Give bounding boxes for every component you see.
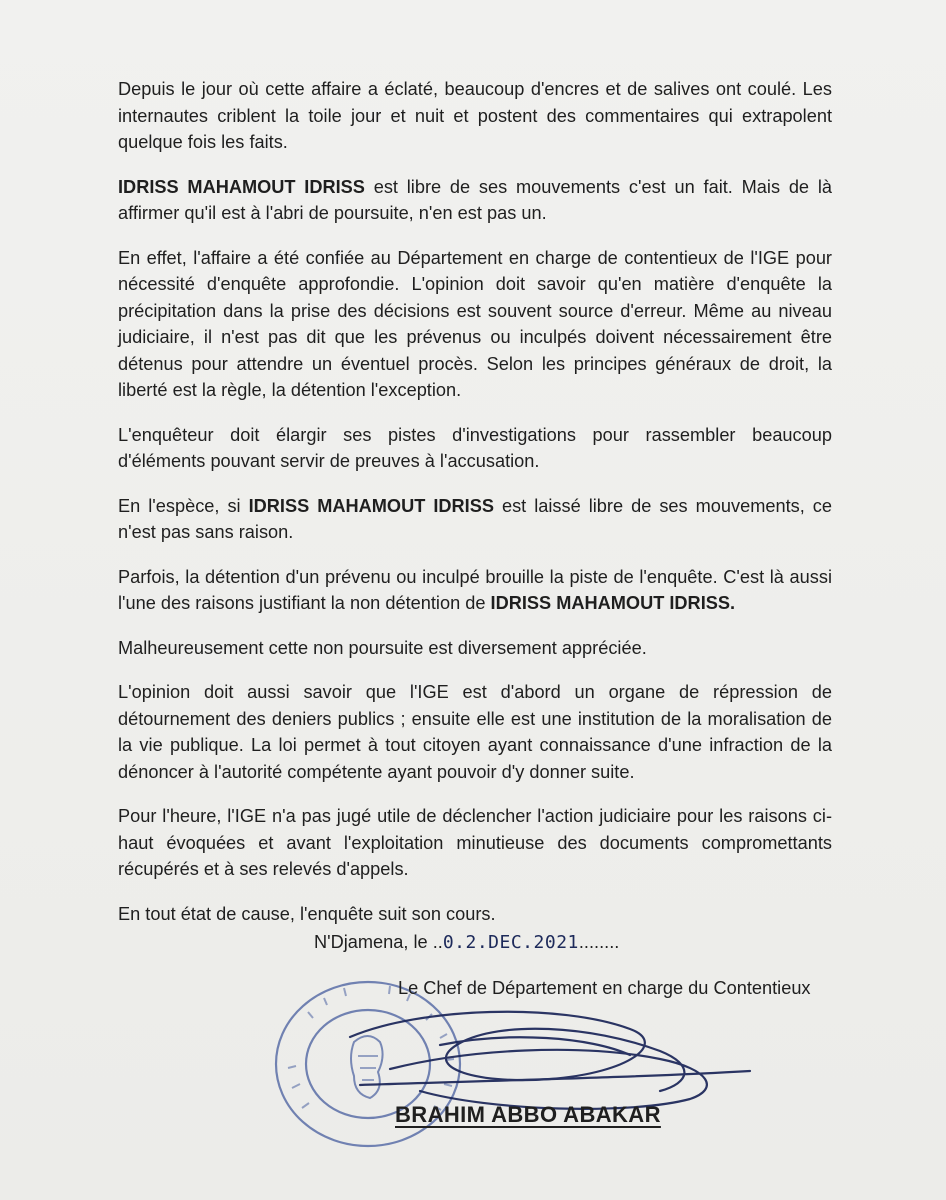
paragraph bbox=[118, 245, 832, 404]
date-dots: ........ bbox=[578, 932, 620, 952]
paragraph bbox=[118, 422, 832, 475]
signatory-title: Le Chef de Département en charge du Contentieux bbox=[398, 978, 811, 998]
paragraph bbox=[118, 174, 832, 227]
paragraph-text: L'enquêteur doit élargir ses pistes d'investigations pour rassembler beaucoup d'éléments pouvant servir de preuves à l'accusation. bbox=[118, 424, 832, 471]
bold-name-text: IDRISS MAHAMOUT IDRISS bbox=[248, 495, 494, 516]
paragraph-text: L'opinion doit aussi savoir que l'IGE est d'abord un organe de répression de détournement des deniers publics ; ensuite elle est une institution de la moralisation de la vie publique. La loi permet à tout citoyen ayant connaissance d'une infraction de la dénoncer à l'autorité compétente ayant pouvoir d'y donner suite. bbox=[118, 682, 832, 782]
paragraph-text: Depuis le jour où cette affaire a éclaté, beaucoup d'encres et de salives ont coulé. Les internautes criblent la toile jour et nuit et postent des commentaires qui extrapolent quelque fois les faits. bbox=[118, 79, 832, 152]
paragraph-text: est laissé libre de ses mouvements, ce n'est pas sans raison. bbox=[118, 495, 832, 542]
paragraph bbox=[118, 803, 832, 883]
paragraph bbox=[118, 679, 832, 785]
paragraph-text: Pour l'heure, l'IGE n'a pas jugé utile de déclencher l'action judiciaire pour les raisons ci-haut évoquées et avant l'exploitation minutieuse des documents compromettants récupérés et à ses relevés d'appels. bbox=[118, 806, 832, 879]
paragraph-text: Parfois, la détention d'un prévenu ou inculpé brouille la piste de l'enquête. C'est là aussi l'une des raisons justifiant la non détention de bbox=[118, 566, 832, 613]
stamp-inner-text bbox=[0, 0, 1, 1]
paragraph-text: En effet, l'affaire a été confiée au Département en charge de contentieux de l'IGE pour nécessité d'enquête approfondie. L'opinion doit savoir qu'en matière d'enquête la précipitation dans la prise des décisions est souvent source d'erreur. Même au niveau judiciaire, il n'est pas dit que les prévenus ou inculpés doivent nécessairement être détenus pour attendre un éventuel procès. Selon les principes généraux de droit, la liberté est la règle, la détention l'exception. bbox=[118, 247, 832, 400]
paragraph bbox=[118, 635, 832, 662]
paragraph-text: En tout état de cause, l'enquête suit son cours. bbox=[118, 903, 496, 924]
signatory-name: BRAHIM ABBO ABAKAR bbox=[395, 1102, 661, 1127]
paragraph bbox=[118, 901, 832, 928]
date-place-prefix: N'Djamena, le .. bbox=[314, 932, 443, 952]
bold-name-text: IDRISS MAHAMOUT IDRISS. bbox=[490, 593, 736, 613]
paragraph bbox=[118, 564, 832, 617]
paragraph-text: Malheureusement cette non poursuite est diversement appréciée. bbox=[118, 637, 647, 658]
handwritten-date: 0.2.DEC.2021 bbox=[442, 932, 579, 953]
paragraph-text: En l'espèce, si bbox=[118, 495, 249, 516]
stamp-outer-text bbox=[0, 0, 1, 1]
letter-body bbox=[118, 76, 832, 945]
paragraph-text: est libre de ses mouvements c'est un fait. Mais de là affirmer qu'il est à l'abri de poursuite, n'en est pas un. bbox=[118, 176, 832, 223]
date-line bbox=[314, 932, 619, 953]
paragraph bbox=[118, 76, 832, 156]
bold-name-text: IDRISS MAHAMOUT IDRISS bbox=[118, 176, 365, 197]
paragraph bbox=[118, 493, 832, 546]
